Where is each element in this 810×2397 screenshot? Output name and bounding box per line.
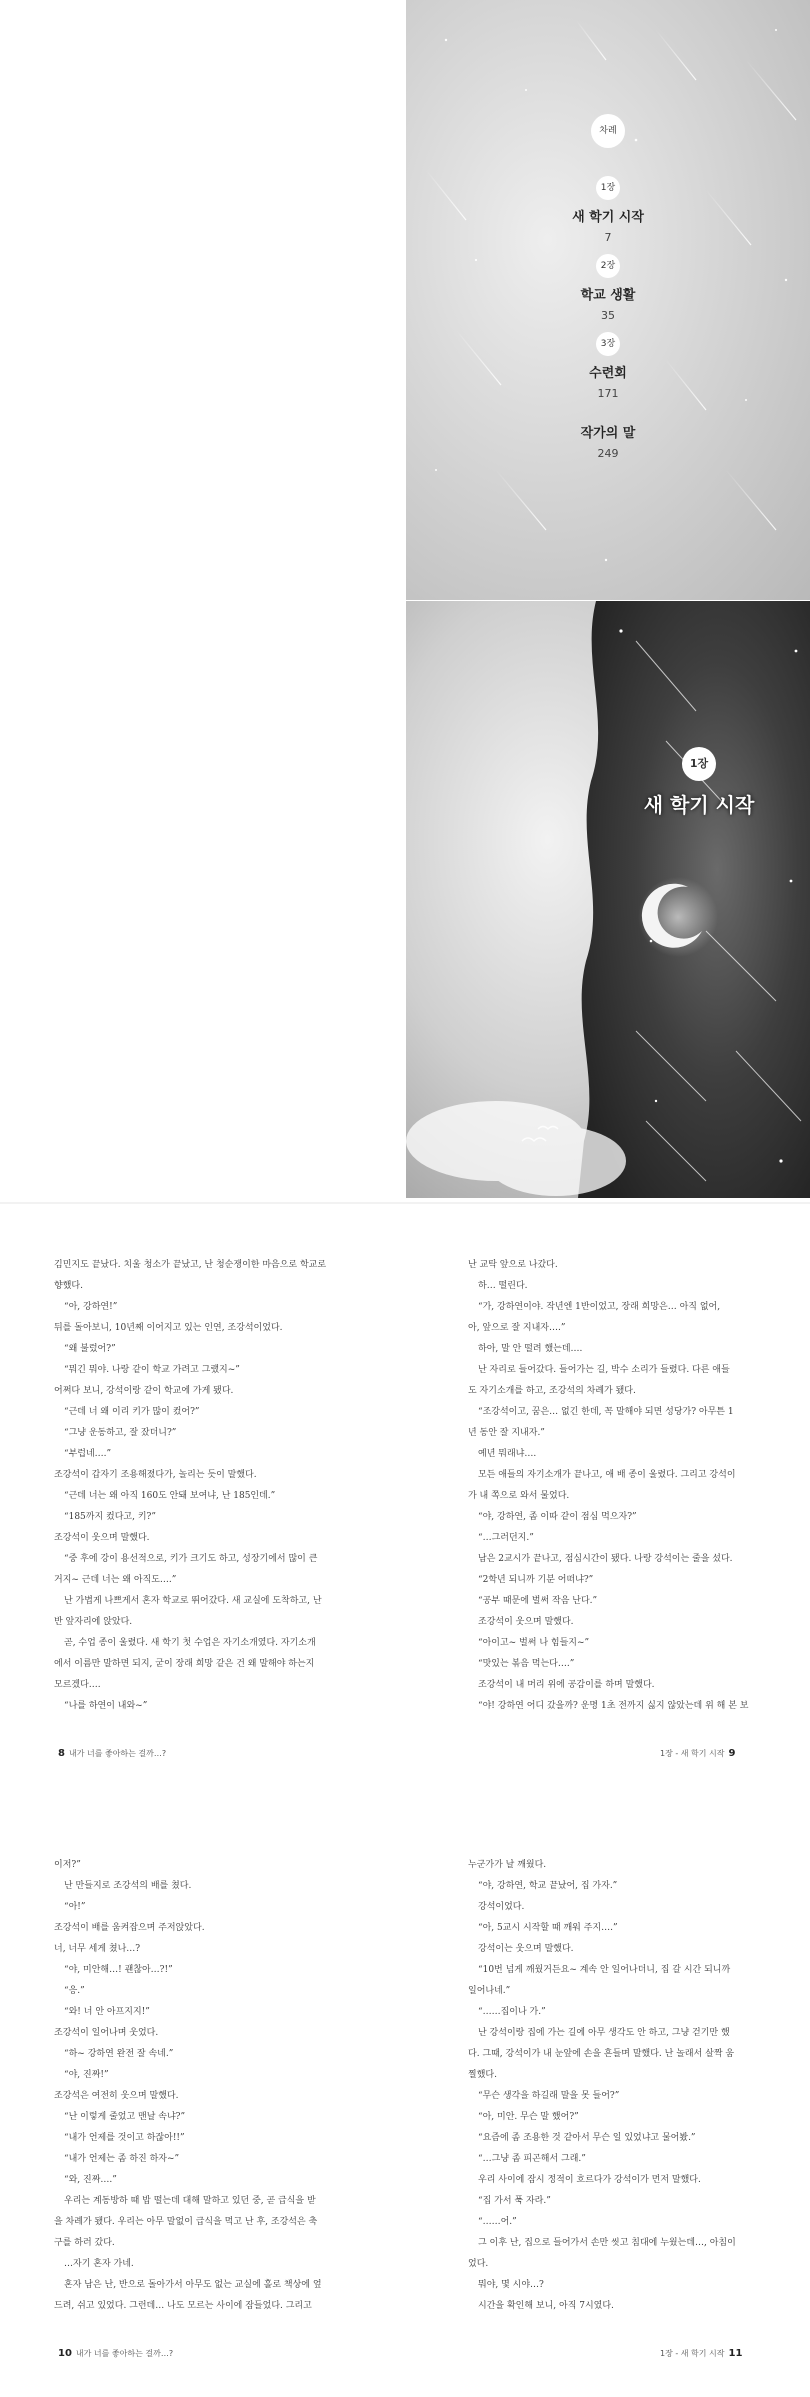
- page-8-footer: [54, 1748, 166, 1759]
- text-line: 다. 그때, 강석이가 내 눈앞에 손을 흔들며 말했다. 난 놀래서 살짝 움: [468, 2049, 735, 2059]
- text-line: “…그러던지.”: [478, 1533, 534, 1543]
- text-line: “가, 강하연이야. 작년엔 1반이었고, 장래 희망은… 아직 없어,: [478, 1302, 721, 1312]
- text-line: 강석이었다.: [478, 1902, 525, 1912]
- text-line: 조강석이 웃으며 말했다.: [54, 1533, 150, 1543]
- page-9-footer: [660, 1748, 740, 1759]
- text-line: “난 이렇게 줄었고 맨날 속냐?”: [64, 2112, 186, 2122]
- page-10-footer: [54, 2348, 173, 2359]
- text-line: 거지~ 근데 너는 왜 아직도….”: [54, 1575, 177, 1585]
- text-line: 곧, 수업 종이 울렸다. 새 학기 첫 수업은 자기소개였다. 자기소개: [64, 1638, 316, 1648]
- text-line: “내가 언제를 것이고 하잖아!!”: [64, 2133, 185, 2143]
- text-line: 조강석은 여전히 웃으며 말했다.: [54, 2091, 179, 2101]
- text-line: 난 강석이랑 집에 가는 길에 아무 생각도 안 하고, 그냥 걷기만 했: [478, 2028, 730, 2038]
- text-line: “조강석이고, 꿈은… 없긴 한데, 꼭 말해야 되면 성당가? 아무튼 1: [478, 1407, 734, 1417]
- text-line: 시간을 확인해 보니, 아직 7시였다.: [478, 2301, 614, 2311]
- text-line: 하… 떨린다.: [478, 1281, 528, 1291]
- toc-header: [406, 114, 810, 148]
- text-line: 일어나네.”: [468, 1986, 511, 1996]
- text-line: “근데 너 왜 이리 키가 많이 컸어?”: [64, 1407, 200, 1417]
- text-line: 조강석이 일어나며 웃었다.: [54, 2028, 159, 2038]
- running-chapter: 1장 - 새 학기 시작: [660, 2349, 725, 2358]
- text-line: “와, 진짜….”: [64, 2175, 117, 2185]
- text-line: “야, 강하연, 좀 이따 같이 점심 먹으자?”: [478, 1512, 637, 1522]
- text-line: “공부 때문에 벌써 작음 난다.”: [478, 1596, 598, 1606]
- text-line: “야, 진짜!”: [64, 2070, 109, 2080]
- text-line: 조강석이 웃으며 말했다.: [478, 1617, 574, 1627]
- text-line: “맛있는 볶음 먹는다….”: [478, 1659, 575, 1669]
- text-line: “나를 하연이 내와~”: [64, 1701, 148, 1711]
- text-line: “……집이나 가.”: [478, 2007, 546, 2017]
- text-line: “요즘에 좀 조용한 것 같아서 무슨 일 있었냐고 물어봤.”: [478, 2133, 696, 2143]
- toc-entry-page: 171: [597, 387, 619, 400]
- text-line: 우리는 계동방하 때 밥 떨는데 대해 말하고 있던 중, 곧 급식을 받: [64, 2196, 316, 2206]
- page-9-text: [468, 1255, 768, 1717]
- toc-entry-page: 249: [597, 447, 619, 460]
- text-line: “야, 미안해…! 괜찮아…?!”: [64, 1965, 173, 1975]
- text-line: 강석이는 웃으며 말했다.: [478, 1944, 574, 1954]
- page-number: 8: [58, 1748, 65, 1759]
- text-line: 우리 사이에 잠시 정적이 흐르다가 강석이가 먼저 말했다.: [478, 2175, 701, 2185]
- text-line: 혼자 남은 난, 반으로 돌아가서 아무도 없는 교실에 홀로 책상에 엎: [64, 2280, 322, 2290]
- page-10-text: [54, 1855, 389, 2317]
- text-line: 년 동안 잘 지내자.”: [468, 1428, 545, 1438]
- text-line: 난 만들지로 조강석의 배를 쳤다.: [64, 1881, 192, 1891]
- running-title: 내가 너를 좋아하는 걸까…?: [75, 2349, 174, 2358]
- page-number: 9: [728, 1748, 736, 1759]
- text-line: 너, 너무 세게 쳤나…?: [54, 1944, 141, 1954]
- text-line: “응.”: [64, 1986, 85, 1996]
- page-11-footer: [660, 2348, 746, 2359]
- text-line: “185까지 컸다고, 키?”: [64, 1512, 156, 1522]
- text-line: 을 차례가 됐다. 우리는 아무 말없이 급식을 먹고 난 후, 조강석은 축: [54, 2217, 318, 2227]
- text-line: 가 내 쪽으로 와서 물었다.: [468, 1491, 570, 1501]
- toc-entry-2[interactable]: [406, 253, 810, 322]
- toc-entry-title: 수련회: [589, 366, 627, 381]
- text-line: 었다.: [468, 2259, 489, 2269]
- chapter-background-art: [406, 601, 810, 1198]
- text-line: “2학년 되니까 기분 어떠냐?”: [478, 1575, 594, 1585]
- toc-entry-4[interactable]: [406, 416, 810, 460]
- text-line: 도 자기소개를 하고, 조강석의 차례가 됐다.: [468, 1386, 636, 1396]
- toc-entry-page: 7: [604, 231, 612, 244]
- text-line: 모르겠다….: [54, 1680, 101, 1690]
- text-line: “…그냥 좀 피곤해서 그래.”: [478, 2154, 586, 2164]
- text-line: “무슨 생각을 하길래 말을 못 들어?”: [478, 2091, 620, 2101]
- text-line: 찔했다.: [468, 2070, 497, 2080]
- text-line: “10번 넘게 깨웠거든요~ 계속 안 일어나더니, 집 갈 시간 되니까: [478, 1965, 731, 1975]
- page-8-text: [54, 1255, 389, 1717]
- toc-entry-3[interactable]: [406, 331, 810, 400]
- text-line: “아, 5교시 시작할 때 깨워 주지….”: [478, 1923, 618, 1933]
- text-line: 모든 애들의 자기소개가 끝나고, 애 배 종이 울렸다. 그리고 강석이: [478, 1470, 736, 1480]
- text-line: 이저?”: [54, 1860, 81, 1870]
- text-line: “뭐긴 뭐야. 나랑 같이 학교 가려고 그랬지~”: [64, 1365, 240, 1375]
- page-number: 11: [728, 2348, 743, 2359]
- text-line: “집 가서 푹 자라.”: [478, 2196, 551, 2206]
- chapter-title: 새 학기 시작: [643, 793, 755, 817]
- text-line: 남은 2교시가 끝나고, 점심시간이 됐다. 나랑 강석이는 줄을 섰다.: [478, 1554, 733, 1564]
- text-line: “내가 언제는 좀 하진 하자~”: [64, 2154, 180, 2164]
- toc-entry-chip: 2장: [596, 254, 620, 278]
- toc-entry-title: 작가의 말: [580, 426, 636, 441]
- toc-entry-page: 35: [601, 309, 615, 322]
- text-line: 조강석이 갑자기 조용해졌다가, 놀리는 듯이 말했다.: [54, 1470, 257, 1480]
- text-line: 예년 뭐래냐….: [478, 1449, 537, 1459]
- text-line: “하~ 강하연 완전 잘 속네.”: [64, 2049, 174, 2059]
- text-line: “부럽네….”: [64, 1449, 112, 1459]
- text-line: …자기 혼자 가네.: [64, 2259, 134, 2269]
- chapter-chip: 1장: [682, 747, 716, 781]
- toc-entry-chip: 1장: [596, 176, 620, 200]
- text-line: “아이고~ 벌써 나 힘들지~”: [478, 1638, 590, 1648]
- text-line: “중 후에 강이 용선적으로, 키가 크기도 하고, 성장기에서 많이 큰: [64, 1554, 318, 1564]
- spread-divider: [0, 1202, 810, 1204]
- text-line: “야! 강하연 어디 갔을까? 운명 1초 전까지 싫지 않았는데 위 해 본 보: [478, 1701, 749, 1711]
- text-line: 뒤를 돌아보니, 10년째 이어지고 있는 인연, 조강석이었다.: [54, 1323, 283, 1333]
- toc-panel: [406, 0, 810, 600]
- text-line: 누군가가 날 깨웠다.: [468, 1860, 547, 1870]
- text-line: “아!”: [64, 1902, 86, 1912]
- text-line: 향했다.: [54, 1281, 83, 1291]
- text-line: 반 앞자리에 앉았다.: [54, 1617, 133, 1627]
- text-line: 에서 이름만 말하면 되지, 굳이 장래 희망 같은 건 왜 말해야 하는지: [54, 1659, 315, 1669]
- text-line: “와! 너 안 아프지지!”: [64, 2007, 150, 2017]
- text-line: “아, 강하연!”: [64, 1302, 118, 1312]
- text-line: 아, 앞으로 잘 지내자….”: [468, 1323, 566, 1333]
- page-11-text: [468, 1855, 768, 2317]
- text-line: 난 자리로 들어갔다. 들어가는 길, 박수 소리가 들렸다. 다른 애들: [478, 1365, 730, 1375]
- text-line: “근데 너는 왜 아직 160도 안돼 보여냐, 난 185인데.”: [64, 1491, 276, 1501]
- text-line: “……어.”: [478, 2217, 517, 2227]
- toc-entry-chip: 3장: [596, 332, 620, 356]
- text-line: 난 가볍게 나쁘게서 혼자 학교로 뛰어갔다. 새 교실에 도착하고, 난: [64, 1596, 322, 1606]
- text-line: 조강석이 내 머리 위에 공감이를 하며 말했다.: [478, 1680, 655, 1690]
- text-line: 김민지도 끝났다. 치울 청소가 끝났고, 난 청순쟁이한 마음으로 학교로: [54, 1260, 327, 1270]
- page-number: 10: [58, 2348, 72, 2359]
- toc-entry-1[interactable]: [406, 175, 810, 244]
- text-line: “그냥 운동하고, 잘 잤더니?”: [64, 1428, 177, 1438]
- running-title: 내가 너를 좋아하는 걸까…?: [68, 1749, 167, 1758]
- toc-entry-title: 학교 생활: [580, 288, 636, 303]
- text-line: 하아, 말 안 떨려 했는데….: [478, 1344, 583, 1354]
- text-line: 어쩌다 보니, 강석이랑 같이 학교에 가게 됐다.: [54, 1386, 234, 1396]
- text-line: 난 교탁 앞으로 나갔다.: [468, 1260, 558, 1270]
- chapter-opener-panel: [406, 601, 810, 1198]
- text-line: “아, 미안. 무슨 말 했어?”: [478, 2112, 579, 2122]
- text-line: 조강석이 배를 움켜잡으며 주저앉았다.: [54, 1923, 205, 1933]
- running-chapter: 1장 - 새 학기 시작: [660, 1749, 725, 1758]
- chapter-heading: [634, 747, 764, 818]
- toc-chip: 차례: [591, 114, 625, 148]
- text-line: 뭐야, 몇 시야…?: [478, 2280, 544, 2290]
- text-line: 드려, 쉬고 있었다. 그런데… 나도 모르는 사이에 잠들었다. 그리고: [54, 2301, 312, 2311]
- text-line: “왜 불렀어?”: [64, 1344, 116, 1354]
- text-line: “야, 강하연, 학교 끝났어, 집 가자.”: [478, 1881, 618, 1891]
- text-line: 구를 하러 갔다.: [54, 2238, 115, 2248]
- toc-entry-title: 새 학기 시작: [572, 210, 644, 225]
- text-line: 그 이후 난, 집으로 들어가서 손만 씻고 침대에 누웠는데…, 아침이: [478, 2238, 736, 2248]
